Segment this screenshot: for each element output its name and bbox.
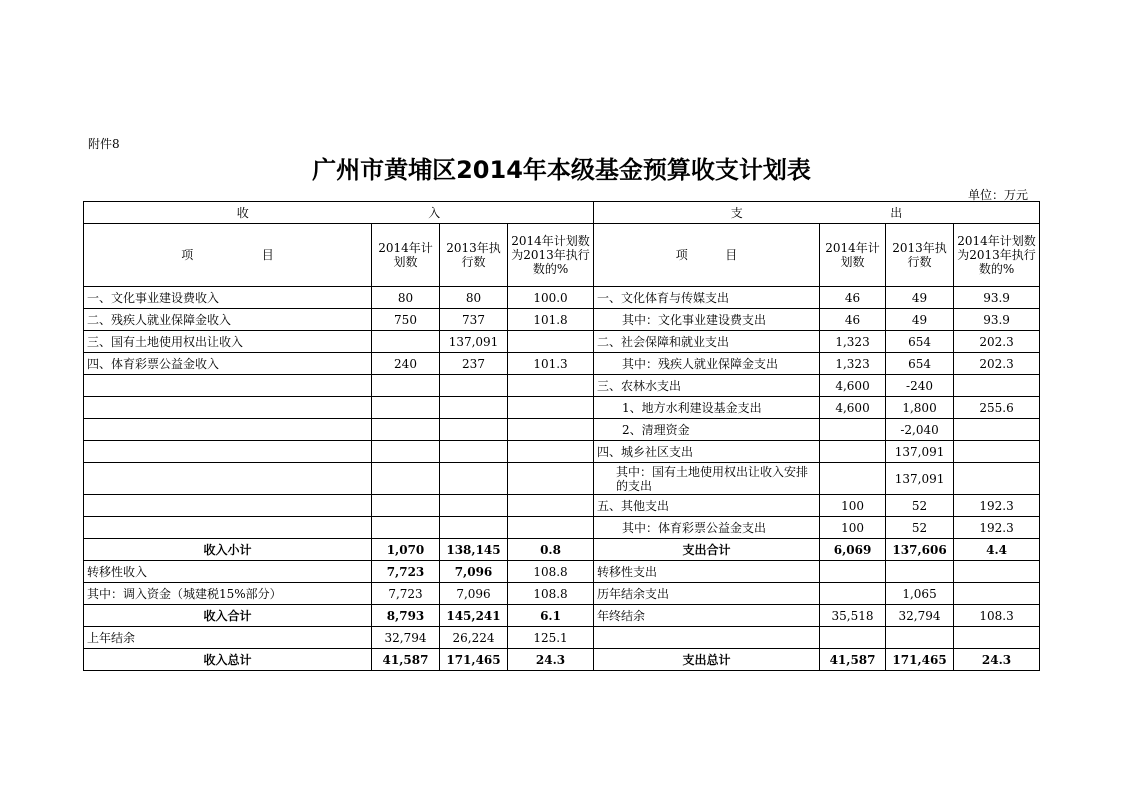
expense-exec-cell: 1,800 <box>886 397 954 419</box>
expense-exec-cell: 137,091 <box>886 463 954 495</box>
expense-plan-cell: 35,518 <box>820 605 886 627</box>
expense-ratio-cell: 4.4 <box>954 539 1040 561</box>
income-exec-cell: 137,091 <box>440 331 508 353</box>
income-exec-cell <box>440 463 508 495</box>
income-exec-cell: 171,465 <box>440 649 508 671</box>
expense-item-cell: 1、地方水利建设基金支出 <box>594 397 820 419</box>
expense-exec-cell: 49 <box>886 287 954 309</box>
income-exec-header: 2013年执行数 <box>440 224 508 287</box>
income-ratio-cell <box>508 441 594 463</box>
income-ratio-cell <box>508 463 594 495</box>
header-row-1 <box>84 202 1040 224</box>
income-ratio-header: 2014年计划数为2013年执行数的% <box>508 224 594 287</box>
expense-ratio-cell: 93.9 <box>954 309 1040 331</box>
income-exec-cell: 145,241 <box>440 605 508 627</box>
income-plan-cell <box>372 419 440 441</box>
expense-plan-cell: 6,069 <box>820 539 886 561</box>
income-plan-cell <box>372 517 440 539</box>
income-item-cell <box>84 463 372 495</box>
expense-plan-cell: 100 <box>820 517 886 539</box>
expense-ratio-cell <box>954 627 1040 649</box>
expense-plan-cell: 41,587 <box>820 649 886 671</box>
expense-exec-cell: 1,065 <box>886 583 954 605</box>
income-plan-cell <box>372 331 440 353</box>
unit-label: 单位：万元 <box>967 188 1028 202</box>
expense-exec-cell: -240 <box>886 375 954 397</box>
income-item-cell <box>84 419 372 441</box>
income-plan-cell: 7,723 <box>372 561 440 583</box>
expense-plan-cell: 4,600 <box>820 397 886 419</box>
expense-item-cell: 其中：文化事业建设费支出 <box>594 309 820 331</box>
expense-plan-cell: 100 <box>820 495 886 517</box>
income-item-cell: 四、体育彩票公益金收入 <box>84 353 372 375</box>
income-item-cell: 上年结余 <box>84 627 372 649</box>
income-plan-cell: 240 <box>372 353 440 375</box>
expense-item-header: 项 目 <box>594 224 820 287</box>
expense-plan-header: 2014年计划数 <box>820 224 886 287</box>
income-ratio-cell: 6.1 <box>508 605 594 627</box>
expense-ratio-cell: 192.3 <box>954 495 1040 517</box>
income-exec-cell: 80 <box>440 287 508 309</box>
expense-exec-cell <box>886 561 954 583</box>
income-item-cell: 二、残疾人就业保障金收入 <box>84 309 372 331</box>
attachment-label: 附件8 <box>88 137 120 151</box>
page-title: 广州市黄埔区2014年本级基金预算收支计划表 <box>312 156 811 184</box>
income-item-cell: 三、国有土地使用权出让收入 <box>84 331 372 353</box>
income-plan-cell: 32,794 <box>372 627 440 649</box>
table-row <box>84 397 1040 419</box>
income-exec-cell <box>440 495 508 517</box>
expense-exec-cell: -2,040 <box>886 419 954 441</box>
expense-ratio-cell <box>954 583 1040 605</box>
expense-exec-cell: 52 <box>886 517 954 539</box>
table-row <box>84 583 1040 605</box>
expense-exec-cell: 49 <box>886 309 954 331</box>
income-ratio-cell: 108.8 <box>508 583 594 605</box>
expense-item-cell: 转移性支出 <box>594 561 820 583</box>
table-row <box>84 419 1040 441</box>
income-plan-cell: 750 <box>372 309 440 331</box>
income-item-cell <box>84 397 372 419</box>
expense-header: 支 出 <box>594 202 1040 224</box>
expense-item-cell <box>594 627 820 649</box>
expense-item-cell: 2、清理资金 <box>594 419 820 441</box>
expense-ratio-cell <box>954 419 1040 441</box>
expense-plan-cell <box>820 441 886 463</box>
income-plan-cell: 80 <box>372 287 440 309</box>
income-item-cell: 其中：调入资金（城建税15%部分） <box>84 583 372 605</box>
expense-exec-cell: 137,091 <box>886 441 954 463</box>
income-plan-cell <box>372 441 440 463</box>
income-plan-cell <box>372 495 440 517</box>
expense-ratio-cell <box>954 463 1040 495</box>
expense-item-cell: 其中：残疾人就业保障金支出 <box>594 353 820 375</box>
table-row <box>84 309 1040 331</box>
expense-item-cell: 四、城乡社区支出 <box>594 441 820 463</box>
income-ratio-cell: 100.0 <box>508 287 594 309</box>
expense-exec-header: 2013年执行数 <box>886 224 954 287</box>
expense-plan-cell: 1,323 <box>820 331 886 353</box>
expense-plan-cell <box>820 419 886 441</box>
income-ratio-cell: 101.8 <box>508 309 594 331</box>
expense-plan-cell: 1,323 <box>820 353 886 375</box>
income-item-cell: 一、文化事业建设费收入 <box>84 287 372 309</box>
income-item-header: 项 目 <box>84 224 372 287</box>
expense-ratio-cell: 255.6 <box>954 397 1040 419</box>
expense-ratio-cell: 202.3 <box>954 331 1040 353</box>
income-exec-cell: 237 <box>440 353 508 375</box>
table-row <box>84 287 1040 309</box>
expense-ratio-cell <box>954 375 1040 397</box>
income-ratio-cell: 108.8 <box>508 561 594 583</box>
table-row <box>84 517 1040 539</box>
income-ratio-cell <box>508 495 594 517</box>
income-exec-cell <box>440 397 508 419</box>
expense-item-cell: 历年结余支出 <box>594 583 820 605</box>
expense-ratio-cell: 202.3 <box>954 353 1040 375</box>
income-plan-cell <box>372 463 440 495</box>
table-row <box>84 561 1040 583</box>
table-row <box>84 539 1040 561</box>
header-row-2 <box>84 224 1040 287</box>
income-ratio-cell <box>508 375 594 397</box>
expense-exec-cell: 32,794 <box>886 605 954 627</box>
income-exec-cell: 7,096 <box>440 583 508 605</box>
income-exec-cell: 737 <box>440 309 508 331</box>
income-item-cell: 收入总计 <box>84 649 372 671</box>
expense-exec-cell <box>886 627 954 649</box>
income-plan-cell: 1,070 <box>372 539 440 561</box>
expense-plan-cell: 46 <box>820 309 886 331</box>
income-item-cell <box>84 375 372 397</box>
income-item-cell <box>84 517 372 539</box>
income-exec-cell <box>440 419 508 441</box>
income-exec-cell: 138,145 <box>440 539 508 561</box>
expense-exec-cell: 171,465 <box>886 649 954 671</box>
income-plan-cell: 41,587 <box>372 649 440 671</box>
expense-ratio-cell: 108.3 <box>954 605 1040 627</box>
income-item-cell: 收入合计 <box>84 605 372 627</box>
expense-item-cell: 三、农林水支出 <box>594 375 820 397</box>
expense-ratio-header: 2014年计划数为2013年执行数的% <box>954 224 1040 287</box>
expense-exec-cell: 654 <box>886 353 954 375</box>
expense-ratio-cell: 24.3 <box>954 649 1040 671</box>
income-exec-cell <box>440 441 508 463</box>
expense-exec-cell: 137,606 <box>886 539 954 561</box>
expense-item-cell: 一、文化体育与传媒支出 <box>594 287 820 309</box>
table-row <box>84 331 1040 353</box>
table-row <box>84 375 1040 397</box>
expense-plan-cell <box>820 561 886 583</box>
income-plan-cell <box>372 375 440 397</box>
expense-item-cell: 年终结余 <box>594 605 820 627</box>
expense-plan-cell: 4,600 <box>820 375 886 397</box>
table-row <box>84 495 1040 517</box>
income-item-cell: 收入小计 <box>84 539 372 561</box>
income-exec-cell: 26,224 <box>440 627 508 649</box>
expense-exec-cell: 654 <box>886 331 954 353</box>
expense-item-cell: 五、其他支出 <box>594 495 820 517</box>
income-item-cell: 转移性收入 <box>84 561 372 583</box>
table-row <box>84 627 1040 649</box>
income-plan-cell <box>372 397 440 419</box>
expense-ratio-cell: 93.9 <box>954 287 1040 309</box>
income-header: 收 入 <box>84 202 594 224</box>
expense-plan-cell <box>820 463 886 495</box>
income-exec-cell: 7,096 <box>440 561 508 583</box>
expense-item-cell: 支出总计 <box>594 649 820 671</box>
budget-table <box>83 201 1040 671</box>
expense-ratio-cell <box>954 561 1040 583</box>
income-plan-header: 2014年计划数 <box>372 224 440 287</box>
income-plan-cell: 7,723 <box>372 583 440 605</box>
expense-item-cell: 其中：国有土地使用权出让收入安排的支出 <box>594 463 820 495</box>
income-ratio-cell <box>508 331 594 353</box>
table-row <box>84 463 1040 495</box>
table-row <box>84 353 1040 375</box>
income-ratio-cell: 0.8 <box>508 539 594 561</box>
income-ratio-cell: 24.3 <box>508 649 594 671</box>
table-row <box>84 441 1040 463</box>
income-exec-cell <box>440 375 508 397</box>
income-item-cell <box>84 495 372 517</box>
expense-plan-cell <box>820 583 886 605</box>
income-exec-cell <box>440 517 508 539</box>
income-ratio-cell: 101.3 <box>508 353 594 375</box>
income-item-cell <box>84 441 372 463</box>
expense-ratio-cell <box>954 441 1040 463</box>
income-ratio-cell: 125.1 <box>508 627 594 649</box>
income-ratio-cell <box>508 419 594 441</box>
expense-ratio-cell: 192.3 <box>954 517 1040 539</box>
table-row <box>84 649 1040 671</box>
income-ratio-cell <box>508 517 594 539</box>
expense-plan-cell: 46 <box>820 287 886 309</box>
expense-exec-cell: 52 <box>886 495 954 517</box>
income-plan-cell: 8,793 <box>372 605 440 627</box>
expense-item-cell: 二、社会保障和就业支出 <box>594 331 820 353</box>
income-ratio-cell <box>508 397 594 419</box>
expense-item-cell: 其中：体育彩票公益金支出 <box>594 517 820 539</box>
expense-plan-cell <box>820 627 886 649</box>
expense-item-cell: 支出合计 <box>594 539 820 561</box>
table-row <box>84 605 1040 627</box>
